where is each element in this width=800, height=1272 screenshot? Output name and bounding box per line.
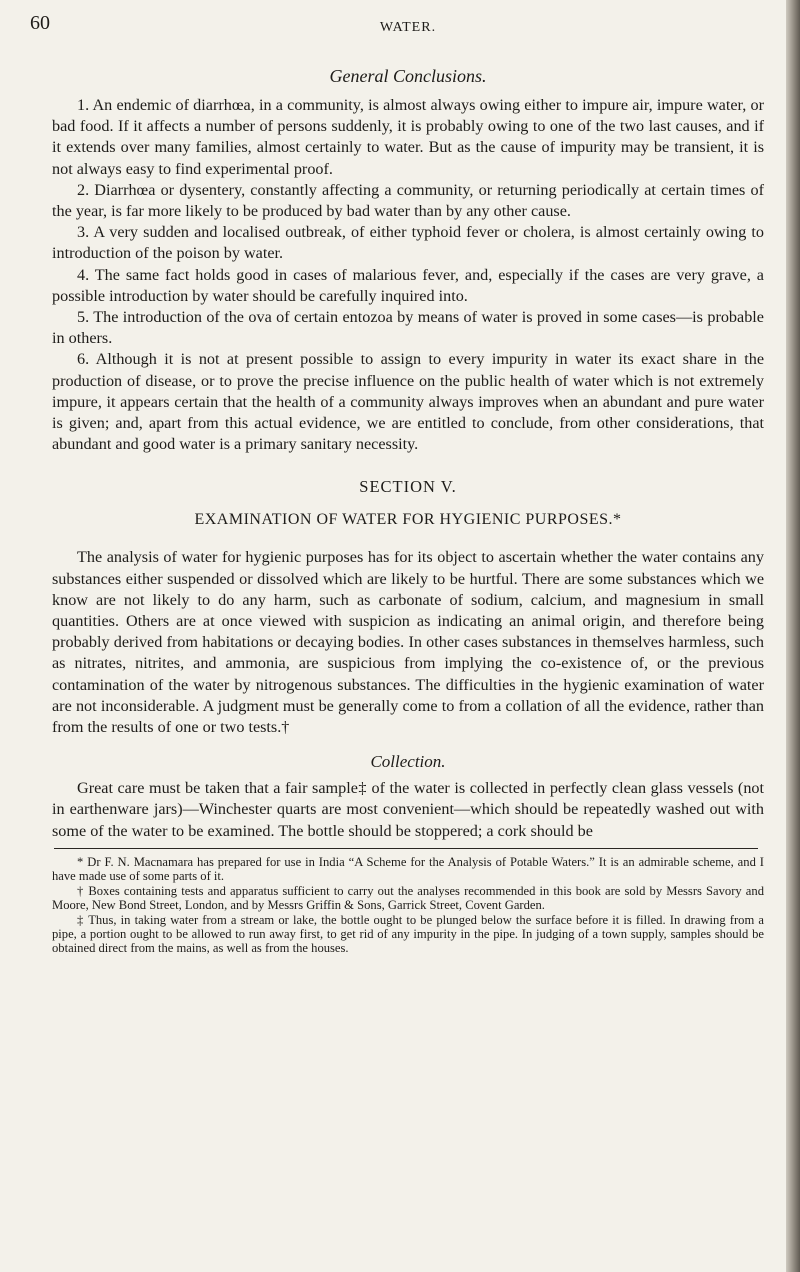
page-header bbox=[30, 8, 764, 50]
section-subheading: EXAMINATION OF WATER FOR HYGIENIC PURPOSES.* bbox=[194, 511, 622, 529]
conclusion-paragraph: 6. Although it is not at present possible to assign to every impurity in water its exact share in the production of disease, or to prove the precise influence on the public health of water which is not extremely impure, it appears certain that the health of a community always improves when an abundant and pure water is given; and, apart from this actual evidence, we are entitled to conclude, from other considerations, that abundant and good water is a primary sanitary necessity. bbox=[52, 350, 764, 454]
footnote-divider bbox=[54, 848, 758, 849]
page-content bbox=[30, 8, 764, 956]
collection-title: Collection. bbox=[370, 752, 446, 772]
footnote: † Boxes containing tests and apparatus sufficient to carry out the analyses recommended in this book are sold by Messrs Savory and Moore, New Bond Street, London, and by Messrs Griffin & Sons, Garrick Street, Covent Garden. bbox=[52, 883, 764, 913]
page-number: 60 bbox=[30, 12, 50, 34]
page-edge-shadow bbox=[786, 0, 800, 1272]
conclusion-paragraph: 2. Diarrhœa or dysentery, constantly affecting a community, or returning periodically at certain times of the year, is far more likely to be produced by bad water than by any other cause. bbox=[52, 180, 764, 221]
collection-paragraph: Great care must be taken that a fair sample‡ of the water is collected in perfectly clean glass vessels (not in earthenware jars)—Winchester quarts are most convenient—which should be repeatedly washed out with some of the water to be examined. The bottle should be stoppered; a cork should be bbox=[52, 779, 764, 840]
conclusion-paragraph: 5. The introduction of the ova of certain entozoa by means of water is proved in some cases—is probable in others. bbox=[52, 308, 764, 348]
conclusion-paragraph: 1. An endemic of diarrhœa, in a community, is almost always owing either to impure air, impure water, or bad food. If it affects a number of persons suddenly, it is probably owing to one of the two last causes, and if it extends over many families, almost certainly to water. But as the cause of impurity may be transient, it is not always easy to find experimental proof. bbox=[52, 96, 764, 178]
section-heading: SECTION V. bbox=[359, 477, 457, 497]
running-title: WATER. bbox=[379, 20, 437, 35]
general-conclusions-title: General Conclusions. bbox=[329, 66, 487, 86]
footnote: ‡ Thus, in taking water from a stream or lake, the bottle ought to be plunged below the surface before it is filled. In drawing from a pipe, a portion ought to be allowed to run away first, to get rid of any impurity in the pipe. In judging of a town supply, samples should be obtained direct from the mains, as well as from the houses. bbox=[52, 912, 764, 956]
conclusion-paragraph: 3. A very sudden and localised outbreak, of either typhoid fever or cholera, is almost certainly owing to introduction of the poison by water. bbox=[52, 223, 764, 263]
conclusion-paragraph: 4. The same fact holds good in cases of malarious fever, and, especially if the cases are very grave, a possible introduction by water should be carefully inquired into. bbox=[52, 265, 764, 305]
section-paragraph: The analysis of water for hygienic purposes has for its object to ascertain whether the water contains any substances either suspended or dissolved which are likely to be hurtful. There are some substances which we know are not likely to do any harm, such as carbonate of sodium, calcium, and magnesium in small quantities. Others are at once viewed with suspicion as indicating an animal origin, and therefore being probably derived from habitations or decaying bodies. In other cases substances in themselves harmless, such as nitrates, nitrites, and ammonia, are suspicious from implying the co-existence of, or the previous contamination of the water by nitrogenous substances. The difficulties in the hygienic examination of water are not inconsiderable. A judgment must be generally come to from a collation of all the evidence, rather than from the results of one or two tests.† bbox=[52, 548, 764, 737]
footnote: * Dr F. N. Macnamara has prepared for use in India “A Scheme for the Analysis of Potable Waters.” It is an admirable scheme, and I have made use of some parts of it. bbox=[52, 854, 764, 884]
